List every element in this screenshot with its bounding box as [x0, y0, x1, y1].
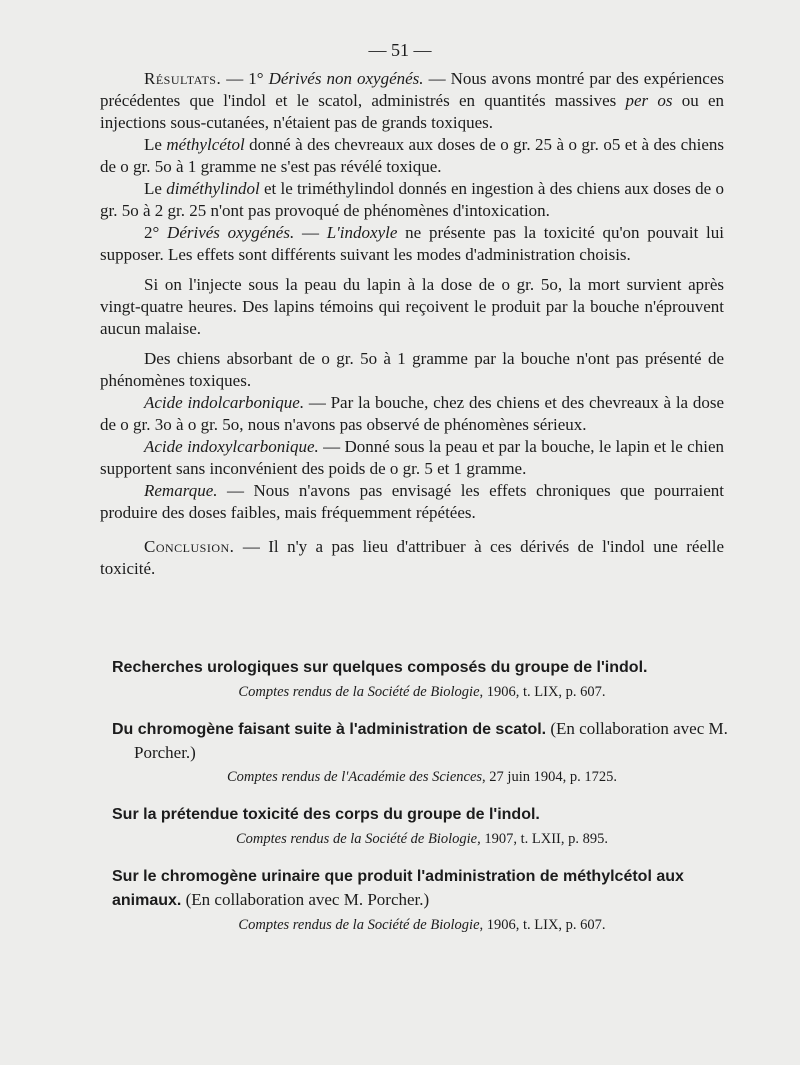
paragraph-oxygenated: 2° Dérivés oxygénés. — L'indoxyle ne présente pas la toxicité qu'on pouvait lui supposer. Les effets sont différents suivant les modes d'administration choisis. — [100, 223, 724, 264]
reference-item — [112, 802, 732, 850]
reference-title: Sur la prétendue toxicité des corps du groupe de l'indol. — [112, 806, 540, 823]
paragraph-remark: Remarque. — Nous n'avons pas envisagé les effets chroniques que pourraient produire des doses faibles, mais fréquemment répétées. — [100, 481, 724, 522]
reference-source: Comptes rendus de la Société de Biologie, 1906, t. LIX, p. 607. — [238, 917, 606, 933]
references-list — [112, 655, 732, 950]
results-label: Résultats. — [144, 69, 222, 88]
reference-source: Comptes rendus de la Société de Biologie, 1907, t. LXII, p. 895. — [236, 831, 608, 847]
reference-title: Recherches urologiques sur quelques composés du groupe de l'indol. — [112, 659, 648, 676]
body-text — [100, 68, 724, 580]
paragraph-dogs: Des chiens absorbant de o gr. 5o à 1 gramme par la bouche n'ont pas présenté de phénomènes toxiques. — [100, 349, 724, 390]
paragraph-methylcetol: Le méthylcétol donné à des chevreaux aux doses de o gr. 25 à o gr. o5 et à des chiens de o gr. 5o à 1 gramme ne s'est pas révélé toxique. — [100, 135, 724, 176]
section-heading-oxygenated: Dérivés oxygénés. — [167, 223, 295, 242]
reference-item — [112, 655, 732, 703]
reference-title: Sur le chromogène urinaire que produit l'administration de méthylcétol aux animaux. (En collaboration avec M. Porcher.) — [112, 868, 684, 909]
paragraph-results: Résultats. — 1° Dérivés non oxygénés. — Nous avons montré par des expériences précédentes que l'indol et le scatol, administrés en quantités massives per os ou en injections sous-cutanées, n'étaient pas de grands toxiques. — [100, 69, 724, 132]
paragraph-rabbit: Si on l'injecte sous la peau du lapin à la dose de o gr. 5o, la mort survient après vingt-quatre heures. Des lapins témoins qui reçoivent le produit par la bouche n'éprouvent aucun malaise. — [100, 275, 724, 338]
reference-item — [112, 717, 732, 788]
reference-title: Du chromogène faisant suite à l'administration de scatol. (En collaboration avec M. Porcher.) — [112, 719, 728, 762]
paragraph-dimethylindol: Le diméthylindol et le triméthylindol donnés en ingestion à des chiens aux doses de o gr. 5o à 2 gr. 25 n'ont pas provoqué de phénomènes d'intoxication. — [100, 179, 724, 220]
paragraph-indolcarbonic: Acide indolcarbonique. — Par la bouche, chez des chiens et des chevreaux à la dose de o gr. 3o à o gr. 5o, nous n'avons pas observé de phénomènes sérieux. — [100, 393, 725, 434]
reference-source: Comptes rendus de l'Académie des Sciences, 27 juin 1904, p. 1725. — [227, 769, 617, 785]
reference-source: Comptes rendus de la Société de Biologie, 1906, t. LIX, p. 607. — [238, 684, 606, 700]
paragraph-conclusion: Conclusion. — Il n'y a pas lieu d'attribuer à ces dérivés de l'indol une réelle toxicité. — [100, 537, 724, 578]
section-heading-non-oxygenated: Dérivés non oxygénés. — [268, 69, 424, 88]
paragraph-indoxylcarbonic: Acide indoxylcarbonique. — Donné sous la peau et par la bouche, le lapin et le chien supportent sans inconvénient des poids de o gr. 5 et 1 gramme. — [100, 437, 724, 478]
page-number: — 51 — — [368, 40, 432, 60]
conclusion-label: Conclusion. — [144, 537, 235, 556]
reference-item — [112, 864, 732, 936]
